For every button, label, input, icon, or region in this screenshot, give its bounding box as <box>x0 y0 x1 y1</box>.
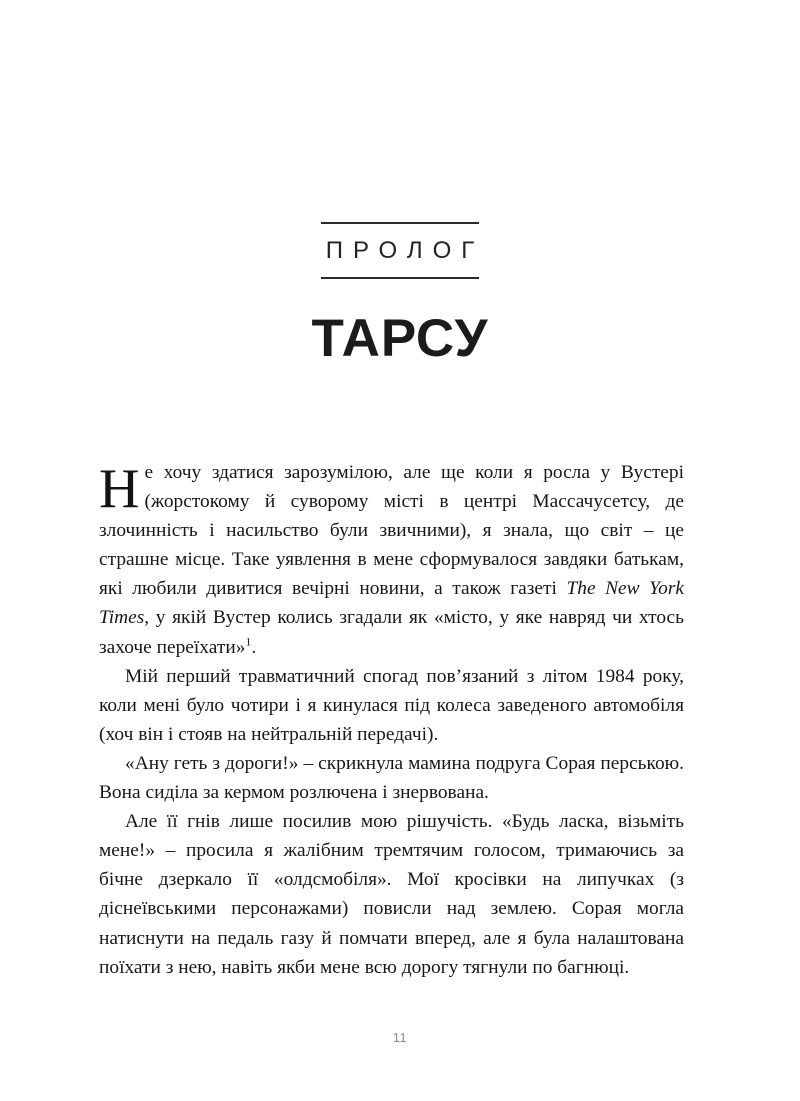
rule-above-eyebrow <box>321 222 479 224</box>
footnote-reference: 1 <box>245 634 252 649</box>
chapter-header <box>0 222 800 367</box>
chapter-title: ТАРСУ <box>311 309 489 368</box>
drop-cap: Н <box>99 458 140 520</box>
chapter-eyebrow: ПРОЛОГ <box>325 237 485 264</box>
paragraph-3: «Ану геть з дороги!» – скрикнула мамина подруга Сорая перською. Вона сиділа за кермом розлючена і знервована. <box>99 752 684 804</box>
rule-below-eyebrow <box>321 277 479 279</box>
body-text <box>99 458 684 982</box>
paragraph-1 <box>99 458 684 662</box>
paragraph-1-part-c: . <box>251 636 257 658</box>
paragraph-2: Мій перший травматичний спогад пов’язаний з літом 1984 року, коли мені було чотири і я кинулася під колеса заведеного автомобіля (хоч він і стояв на нейтральній передачі). <box>99 665 684 745</box>
page-number: 11 <box>392 1030 408 1045</box>
paragraph-1-part-b: , у якій Вустер колись згадали як «місто, у яке навряд чи хтось захоче переїхати» <box>99 607 684 658</box>
newspaper-title: The New York Times <box>99 578 685 629</box>
paragraph-1-part-a: е хочу здатися зарозумілою, але ще коли я росла у Вустері (жорстокому й суворому місті в центрі Массачусетсу, де злочинність і насильство були звичними), я знала, що світ – це страшне місце. Таке уявлення в мене сформувалося завдяки батькам, які любили дивитися вечірні новини, а також газеті <box>99 462 684 600</box>
paragraph-4: Але її гнів лише посилив мою рішучість. «Будь ласка, візьміть мене!» – просила я жалібним тремтячим голосом, тримаючись за бічне дзеркало її «олдсмобіля». Мої кросівки на липучках (з діснеївськими персонажами) повисли над землею. Сорая могла натиснути на педаль газу й помчати вперед, але я була налаштована поїхати з нею, навіть якби мене всю дорогу тягнули по багнюці. <box>99 811 684 978</box>
